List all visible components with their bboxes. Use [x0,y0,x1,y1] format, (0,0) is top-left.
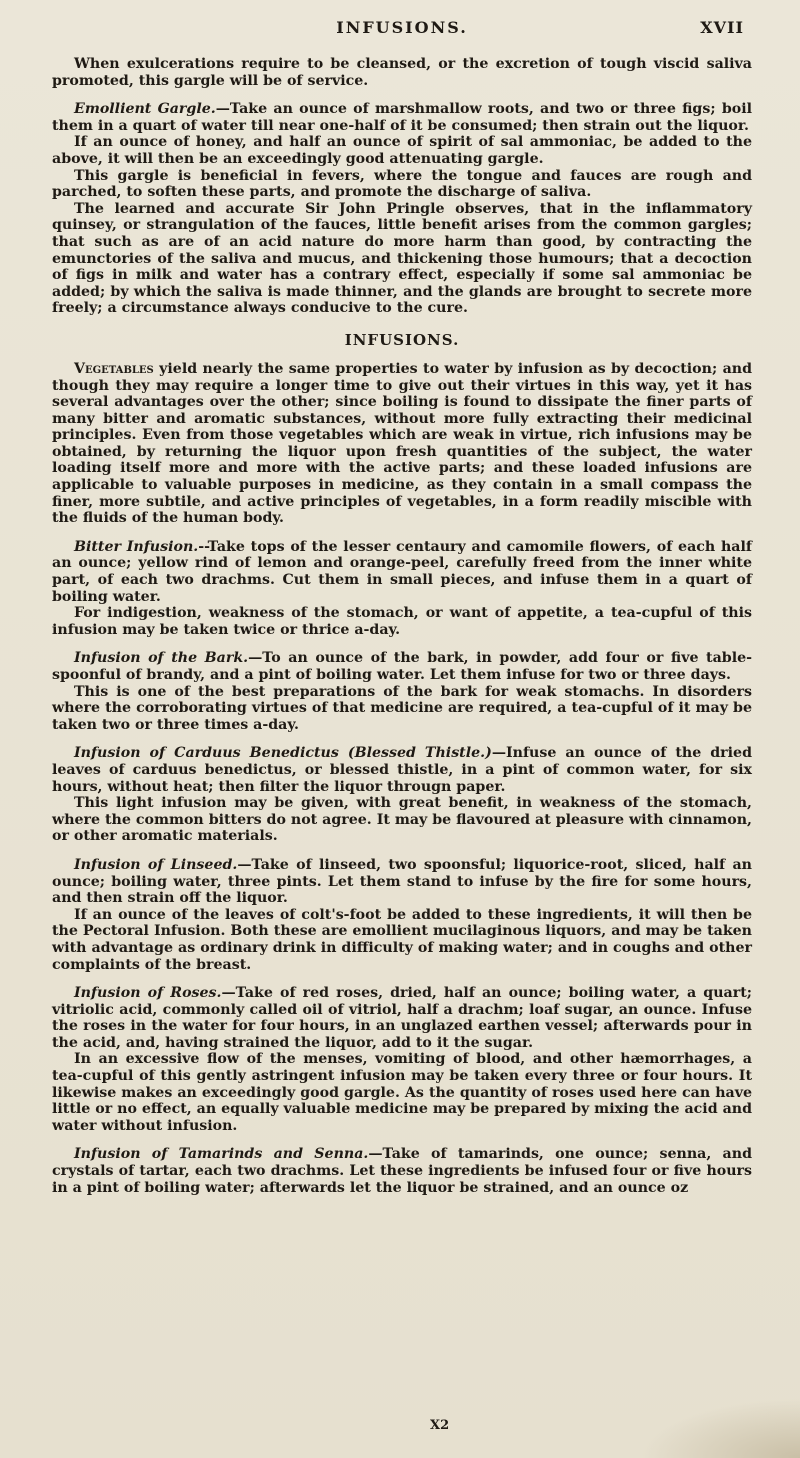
paragraph: In an excessive flow of the menses, vomiting of blood, and other hæmorrhages, a tea-cupful of this gently astringent infusion may be taken every three or four hours. It likewise makes an exceedingly good gargle. As the quantity of roses used here can have little or no effect, an equally valuable medicine may be prepared by mixing the acid and water without infusion. [52,1051,752,1134]
paragraph: This light infusion may be given, with great benefit, in weakness of the stomach, where the common bitters do not agree. It may be flavoured at pleasure with cinnamon, or other aromatic materials. [52,795,752,845]
running-head [52,18,752,46]
paragraph: Infusion of Roses.—Take of red roses, dried, half an ounce; boiling water, a quart; vitriolic acid, commonly called oil of vitriol, half a drachm; loaf sugar, an ounce. Infuse the roses in the water for four hours, in an unglazed earthen vessel; afterwards pour in the acid, and, having strained the liquor, add to it the sugar. [52,985,752,1051]
paragraph: This gargle is beneficial in fevers, where the tongue and fauces are rough and parched, to soften these parts, and promote the discharge of saliva. [52,167,752,201]
catchword: X2 [430,1418,450,1433]
paragraph: When exulcerations require to be cleansed, or the excretion of tough viscid saliva promoted, this gargle will be of service. [52,56,752,89]
page-corner-shadow [640,1398,800,1458]
paragraph: Vegetables yield nearly the same properties to water by infusion as by decoction; and though they may require a longer time to give out their virtues in this way, yet it has several advantages over the other; since boiling is found to dissipate the finer parts of many bitter and aromatic substances, without more fully extracting their medicinal principles. Even from those vegetables which are weak in virtue, rich infusions may be obtained, by returning the liquor upon fresh quantities of the subject, the water loading itself more and more with the active parts; and these loaded infusions are applicable to valuable purposes in medicine, as they contain in a small compass the finer, more subtile, and active principles of vegetables, in a form readily miscible with the fluids of the human body. [52,360,752,527]
paragraph: Infusion of Linseed.—Take of linseed, two spoonsful; liquorice-root, sliced, half an ounce; boiling water, three pints. Let them stand to infuse by the fire for some hours, and then strain off the liquor. [52,856,752,907]
section-title: INFUSIONS. [344,330,460,349]
page-number: XVII [700,18,744,37]
paragraph: Infusion of the Bark.—To an ounce of the bark, in powder, add four or five table-spoonful of brandy, and a pint of boiling water. Let them infuse for two or three days. [52,650,753,683]
paragraph: The learned and accurate Sir John Pringle observes, that in the inflammatory quinsey, or strangulation of the fauces, little benefit arises from the common gargles; that such as are of an acid nature do more harm than good, by contracting the emunctories of the saliva and mucus, and thickening those humours; that a decoction of figs in milk and water has a contrary effect, especially if some sal ammoniac be added; by which the saliva is made thinner, and the glands are brought to secrete more freely; a circumstance always conducive to the cure. [52,200,752,317]
paragraph: Bitter Infusion.--Take tops of the lesser centaury and camomile flowers, of each half an ounce; yellow rind of lemon and orange-peel, carefully freed from the inner white part, of each two drachms. Cut them in small pieces, and infuse them in a quart of boiling water. [52,538,752,605]
paragraph: Emollient Gargle.—Take an ounce of marshmallow roots, and two or three figs; boil them in a quart of water till near one-half of it be consumed; then strain out the liquor. [52,101,752,134]
paragraph: If an ounce of honey, and half an ounce of spirit of sal ammoniac, be added to the above, it will then be an exceedingly good attenuating gargle. [52,134,752,167]
paragraph: For indigestion, weakness of the stomach, or want of appetite, a tea-cupful of this infusion may be taken twice or thrice a-day. [52,605,752,638]
paragraph: This is one of the best preparations of the bark for weak stomachs. In disorders where the corroborating virtues of that medicine are required, a tea-cupful of it may be taken two or three times a-day. [52,683,752,733]
running-title: INFUSIONS. [336,18,468,37]
paragraph: Infusion of Tamarinds and Senna.—Take of tamarinds, one ounce; senna, and crystals of tartar, each two drachms. Let these ingredients be infused four or five hours in a pint of boiling water; afterwards let the liquor be strained, and an ounce oz [52,1146,752,1196]
paragraph: If an ounce of the leaves of colt's-foot be added to these ingredients, it will then be the Pectoral Infusion. Both these are emollient mucilaginous liquors, and may be taken with advantage as ordinary drink in difficulty of making water; and in coughs and other complaints of the breast. [52,906,752,973]
paragraph: Infusion of Carduus Benedictus (Blessed Thistle.)—Infuse an ounce of the dried leaves of carduus benedictus, or blessed thistle, in a pint of common water, for six hours, without heat; then filter the liquor througn paper. [52,745,752,795]
